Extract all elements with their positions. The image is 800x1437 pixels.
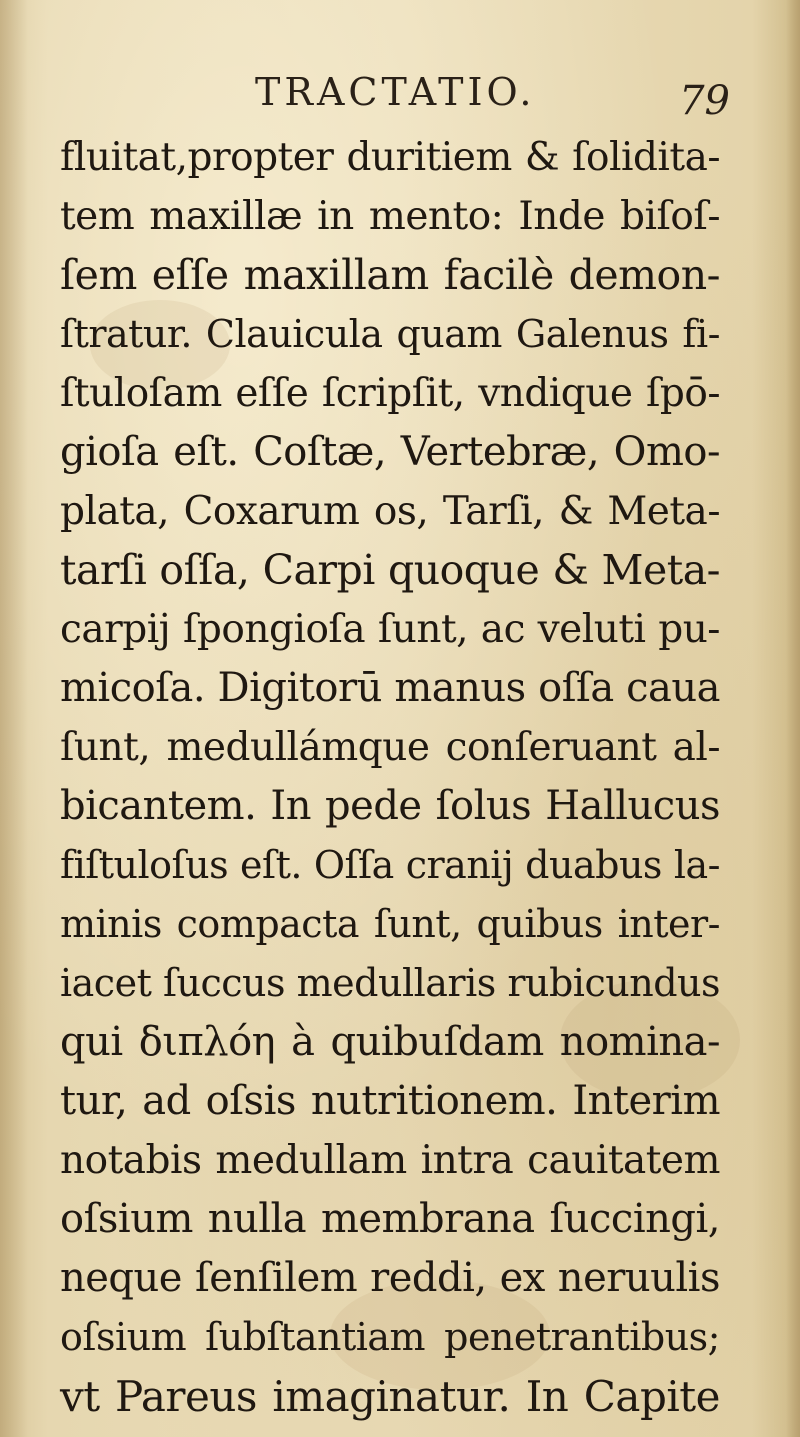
text-line: fiſtuloſus eſt. Oſſa cranij duabus la- [60, 843, 720, 887]
text-line: minis compacta ſunt, quibus inter- [60, 902, 720, 946]
text-line: oſsium nulla membrana ſuccingi, [60, 1196, 720, 1242]
running-head-title: TRACTATIO. [255, 70, 536, 114]
text-line: tur, ad oſsis nutritionem. Interim [60, 1078, 720, 1124]
body-text [60, 128, 720, 1426]
text-line: fluitat,propter duritiem & ſolidita- [60, 135, 720, 180]
text-line: gioſa eſt. Coſtæ, Vertebræ, Omo- [60, 429, 720, 475]
text-line: plata, Coxarum os, Tarſi, & Meta- [60, 489, 720, 534]
text-line: carpij ſpongioſa ſunt, ac veluti pu- [60, 607, 720, 652]
text-line: bicantem. In pede ſolus Hallucus [60, 783, 720, 829]
text-line: tem maxillæ in mento: Inde biſoſ- [60, 194, 720, 239]
text-line: notabis medullam intra cauitatem [60, 1138, 720, 1183]
text-line: ſunt, medullámque conſeruant al- [60, 725, 720, 770]
text-line: oſsium ſubſtantiam penetrantibus; [60, 1315, 720, 1359]
text-line: tarſi oſſa, Carpi quoque & Meta- [60, 546, 720, 594]
text-line: qui διπλόη à quibuſdam nomina- [60, 1019, 720, 1065]
text-line: vt Pareus imaginatur. In Capite [60, 1372, 720, 1421]
text-line: micoſa. Digitorū manus oſſa caua [60, 665, 720, 711]
text-line: ſem eſſe maxillam facilè demon- [60, 251, 720, 299]
text-line: neque ſenſilem reddi, ex neruulis [60, 1255, 720, 1301]
running-head [60, 70, 730, 134]
text-line: ſtuloſam eſſe ſcripſit, vndique ſpō- [60, 371, 720, 416]
page-number: 79 [679, 78, 730, 124]
text-line: iacet ſuccus medullaris rubicundus [60, 961, 720, 1005]
text-line: ſtratur. Clauicula quam Galenus fi- [60, 312, 720, 356]
